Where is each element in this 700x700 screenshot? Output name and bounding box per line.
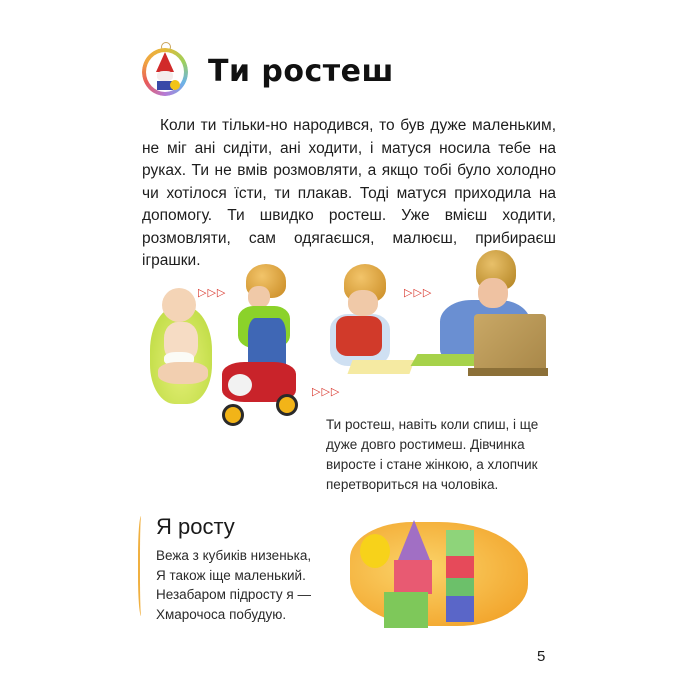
boy-drawing-illustration (326, 264, 412, 380)
man-with-laptop-illustration (412, 250, 562, 390)
arrow-icon: ▷▷▷ (198, 287, 227, 299)
clown-hat (156, 52, 174, 72)
poem-title: Я росту (156, 514, 235, 539)
poem-lines (156, 546, 311, 624)
caption-paragraph: Ти ростеш, навіть коли спиш, і ще дуже довго ростимеш. Дівчинка виросте і стане жінкою, а хлопчик перетвориться на чоловіка. (326, 417, 539, 492)
toy-blocks-with-duck-illustration (346, 510, 536, 630)
toddler-on-ride-on-toy-illustration (220, 264, 304, 434)
baby-illustration (150, 286, 220, 404)
arrow-icon: ▷▷▷ (404, 287, 433, 299)
page-number: 5 (537, 648, 546, 665)
poem-line: Незабаром підросту я — (156, 587, 311, 602)
page-header (140, 38, 394, 104)
clown-toy-badge-icon (140, 42, 190, 100)
poem-line: Вежа з кубиків низенька, (156, 548, 312, 563)
arrow-icon: ▷▷▷ (312, 386, 341, 398)
poem-accent-bar (138, 516, 146, 616)
poem-line: Я також іще маленький. (156, 567, 306, 583)
intro-paragraph: Коли ти тільки-но народився, то був дуже маленьким, не міг ані сидіти, ані ходити, і матуся носила тебе на руках. Ти не вмів розмовляти, а якщо тобі було холодно чи хотілося їсти, ти плакав. Тоді матуся приходила на допомогу. Ти швидко ростеш. Уже вмієш ходити, розмовляти, сам одягаєшся, малюєш, прибираєш іграшки. (142, 117, 556, 269)
clown-ball (170, 80, 180, 90)
clown-face (157, 71, 173, 81)
poem-line: Хмарочоса побудую. (156, 606, 287, 622)
page-title: Ти ростеш (208, 53, 394, 89)
